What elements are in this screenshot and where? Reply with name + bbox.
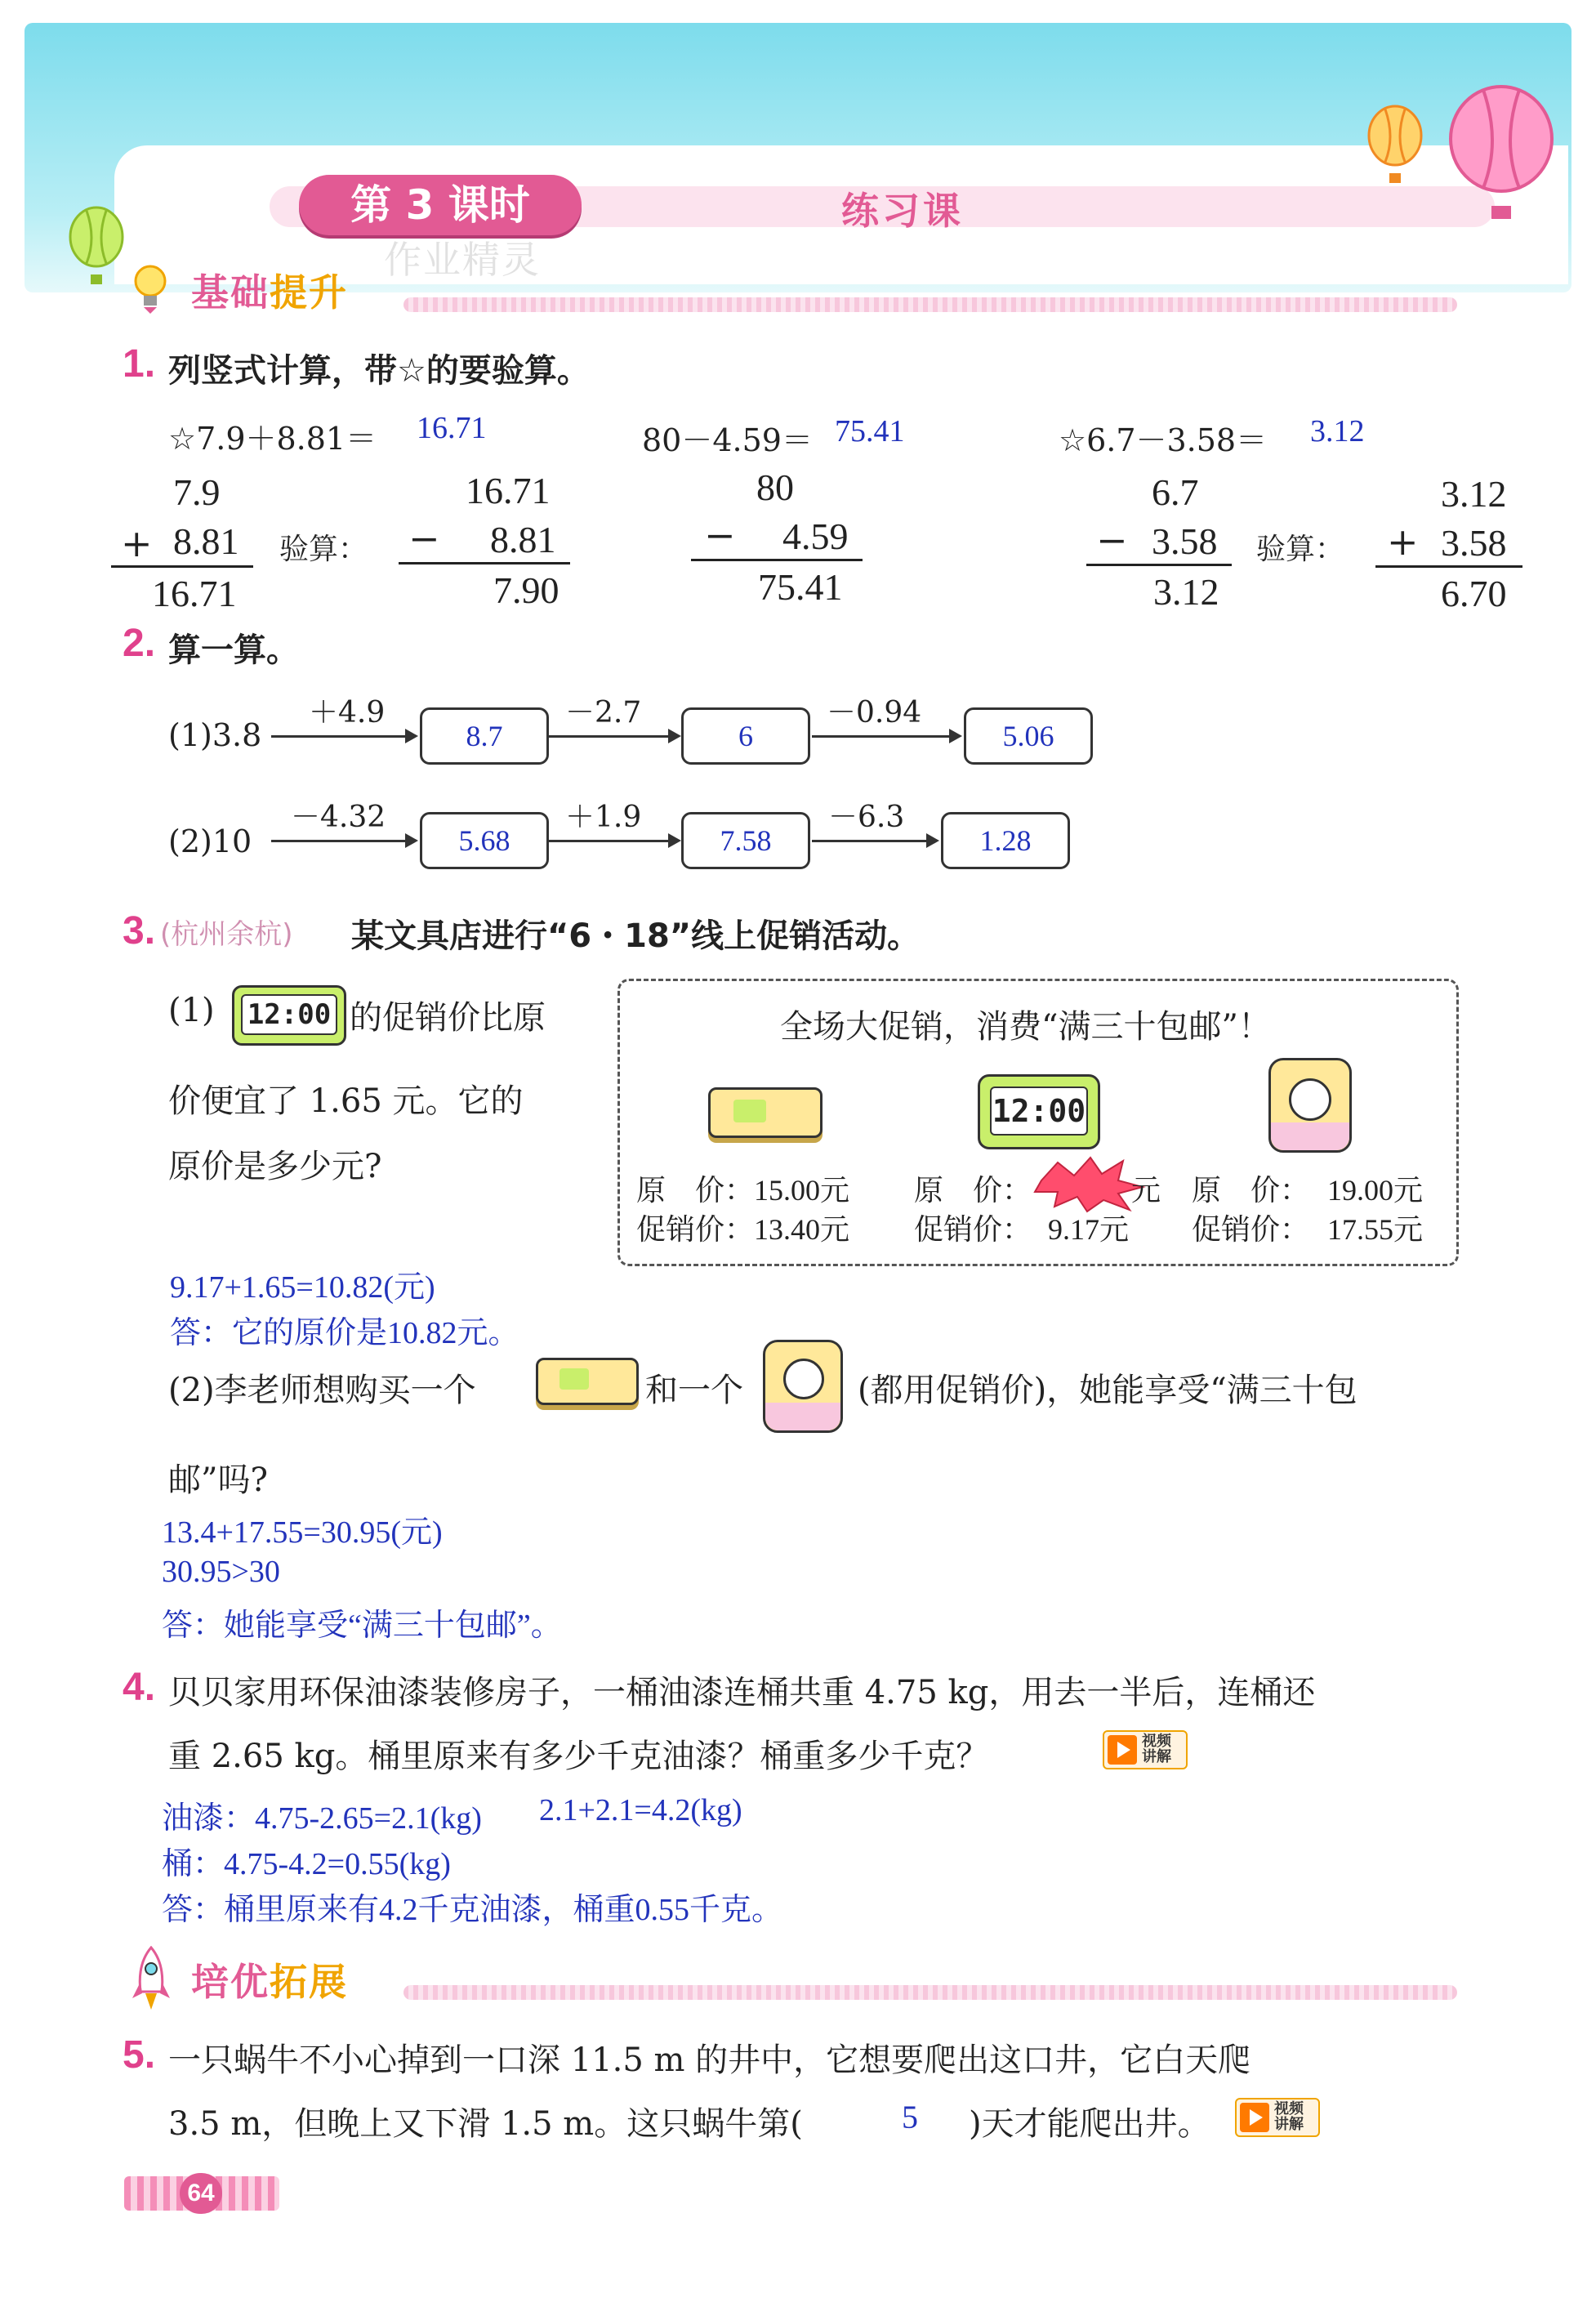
sharpener-icon bbox=[1268, 1058, 1352, 1153]
section-advanced-part1: 培优 bbox=[191, 1960, 270, 2004]
promo2-orig-label: 原 价： bbox=[914, 1174, 1032, 1207]
lesson-badge bbox=[299, 175, 582, 235]
q1-v3-a: 6.7 bbox=[1152, 471, 1199, 513]
q1-c3-a: 3.12 bbox=[1441, 473, 1507, 515]
q5-line1: 一只蜗牛不小心掉到一口深 11.5 m 的井中，它想要爬出这口井，它白天爬 bbox=[168, 2041, 1251, 2079]
q1-c1-op: − bbox=[408, 516, 440, 560]
watermark: 作业精灵 bbox=[384, 238, 541, 282]
q3-part1-text-a: 的促销价比原 bbox=[350, 999, 546, 1037]
video-label: 视频 讲解 bbox=[1142, 1733, 1171, 1765]
q2-row1-arrow2 bbox=[549, 735, 678, 738]
play-icon bbox=[1240, 2103, 1269, 2132]
q2-row2-box2: 7.58 bbox=[681, 812, 810, 869]
q1-c1-result: 7.90 bbox=[493, 569, 559, 611]
promo-headline: 全场大促销，消费“满三十包邮”！ bbox=[780, 1008, 1271, 1046]
promo2-sale: 9.17元 bbox=[1048, 1213, 1130, 1246]
q1-v2-b: 4.59 bbox=[782, 515, 849, 557]
section-basic-title bbox=[191, 263, 348, 317]
q2-row1-box2: 6 bbox=[681, 707, 810, 765]
q2-row1-label: (1)3.8 bbox=[168, 717, 262, 753]
bulb-icon bbox=[127, 261, 173, 319]
video-label: 视频 讲解 bbox=[1274, 2100, 1304, 2133]
q3-ans2-line2: 30.95>30 bbox=[162, 1555, 280, 1589]
q1-v1-a: 7.9 bbox=[173, 471, 221, 513]
promo1-sale: 13.40元 bbox=[754, 1213, 850, 1246]
q2-row2-op2: ＋1.9 bbox=[565, 801, 642, 834]
q5-line2b: )天才能爬出井。 bbox=[969, 2105, 1210, 2143]
q3-part2-a: (2)李老师想购买一个 bbox=[168, 1372, 476, 1409]
q1-v2-a: 80 bbox=[756, 466, 794, 508]
q3-part1-text-c: 原价是多少元? bbox=[168, 1148, 382, 1185]
promo-box bbox=[617, 979, 1459, 1266]
promo1-orig-label: 原 价： bbox=[636, 1174, 755, 1207]
q1-expr-1: ☆7.9＋8.81＝ bbox=[168, 421, 377, 457]
q2-row1-op2: －2.7 bbox=[565, 696, 642, 730]
page-number: 64 bbox=[180, 2173, 222, 2214]
clock-icon bbox=[232, 985, 346, 1046]
q2-row2-box1: 5.68 bbox=[420, 812, 549, 869]
q1-c3-b: 3.58 bbox=[1441, 522, 1507, 564]
q1-v1-result: 16.71 bbox=[152, 573, 237, 614]
q3-ans2-line3: 答：她能享受“满三十包邮”。 bbox=[162, 1609, 562, 1643]
q4-ans-line2: 桶：4.75-4.2=0.55(kg) bbox=[162, 1847, 451, 1881]
q1-answer-2: 75.41 bbox=[835, 414, 905, 448]
q1-v2-op: − bbox=[704, 513, 736, 557]
q2-row1-op1: ＋4.9 bbox=[309, 696, 386, 730]
q2-row1-box3: 5.06 bbox=[964, 707, 1093, 765]
video-explain-button-q5[interactable] bbox=[1235, 2098, 1320, 2137]
q1-c3-op: + bbox=[1387, 520, 1419, 564]
section-advanced-title bbox=[191, 1952, 348, 2006]
q1-c1-a: 16.71 bbox=[466, 470, 551, 511]
q1-v3-op: − bbox=[1096, 518, 1128, 562]
q2-row2-op3: －6.3 bbox=[828, 801, 905, 834]
section-basic-part2: 提升 bbox=[270, 270, 348, 315]
balloon-left-icon bbox=[64, 206, 129, 291]
q1-check-label-3: 验算： bbox=[1256, 533, 1345, 566]
q4-ans-line1a: 油漆：4.75-2.65=2.1(kg) bbox=[162, 1801, 482, 1836]
q2-row1-arrow1 bbox=[271, 735, 415, 738]
q5-number: 5. bbox=[123, 2033, 156, 2077]
q1-v2-result: 75.41 bbox=[758, 566, 843, 608]
promo1-orig: 15.00元 bbox=[754, 1174, 850, 1207]
q1-c1-b: 8.81 bbox=[490, 519, 556, 560]
q3-part1-text-b: 价便宜了 1.65 元。它的 bbox=[168, 1082, 524, 1120]
promo3-sale-label: 促销价： bbox=[1192, 1213, 1310, 1247]
q3-title: 某文具店进行“6・18”线上促销活动。 bbox=[351, 917, 921, 955]
q2-row2-arrow1 bbox=[271, 840, 415, 842]
q2-row2-label: (2)10 bbox=[168, 823, 252, 859]
q3-ans1-line1: 9.17+1.65=10.82(元) bbox=[170, 1270, 435, 1305]
q1-c3-line bbox=[1375, 565, 1522, 568]
promo2-orig: 元 bbox=[1131, 1174, 1161, 1207]
q1-v3-b: 3.58 bbox=[1152, 520, 1218, 562]
q1-v1-line bbox=[111, 565, 253, 568]
q3-ans1-line2: 答：它的原价是10.82元。 bbox=[170, 1316, 519, 1350]
q1-number: 1. bbox=[123, 342, 156, 386]
q5-line2a: 3.5 m，但晚上又下滑 1.5 m。这只蜗牛第( bbox=[168, 2105, 803, 2143]
q3-part1-label: (1) bbox=[168, 992, 215, 1029]
promo3-sale: 17.55元 bbox=[1327, 1213, 1424, 1246]
page-number-badge bbox=[124, 2176, 279, 2211]
q4-ans-line3: 答：桶里原来有4.2千克油漆，桶重0.55千克。 bbox=[162, 1893, 783, 1927]
q2-row1-box1: 8.7 bbox=[420, 707, 549, 765]
q3-source: (杭州余杭) bbox=[160, 918, 293, 951]
q4-line2: 重 2.65 kg。桶里原来有多少千克油漆？桶重多少千克？ bbox=[168, 1738, 989, 1775]
q1-c1-line bbox=[399, 562, 570, 564]
q1-c3-result: 6.70 bbox=[1441, 573, 1507, 614]
q3-part2-d: 邮”吗? bbox=[168, 1461, 268, 1499]
q1-check-label-1: 验算： bbox=[279, 533, 368, 566]
video-explain-button-q4[interactable] bbox=[1103, 1730, 1188, 1769]
q1-title: 列竖式计算，带☆的要验算。 bbox=[168, 352, 590, 390]
q2-row2-box3: 1.28 bbox=[941, 812, 1070, 869]
q4-ans-line1b: 2.1+2.1=4.2(kg) bbox=[539, 1793, 742, 1827]
q2-number: 2. bbox=[123, 622, 156, 665]
q4-line1: 贝贝家用环保油漆装修房子，一桶油漆连桶共重 4.75 kg，用去一半后，连桶还 bbox=[168, 1674, 1316, 1711]
balloon-big-icon bbox=[1444, 85, 1558, 227]
q1-v2-line bbox=[691, 559, 863, 561]
q1-answer-1: 16.71 bbox=[417, 411, 487, 445]
q3-part2-c: (都用促销价)，她能享受“满三十包 bbox=[858, 1372, 1357, 1409]
q2-row2-arrow3 bbox=[812, 840, 936, 842]
ruler-pencilbox-small-icon bbox=[536, 1358, 639, 1405]
clock-big-icon: 12:00 bbox=[978, 1074, 1100, 1149]
section-basic-part1: 基础 bbox=[191, 270, 270, 315]
ruler-pencilbox-icon bbox=[708, 1087, 823, 1138]
section-advanced-band bbox=[403, 1985, 1457, 2000]
q3-number: 3. bbox=[123, 909, 156, 953]
q2-row1-op3: －0.94 bbox=[827, 696, 922, 730]
q1-answer-3: 3.12 bbox=[1310, 414, 1365, 448]
lesson-title: 第 3 课时 bbox=[350, 181, 530, 229]
q1-expr-3: ☆6.7－3.58＝ bbox=[1059, 422, 1268, 458]
rocket-icon bbox=[131, 1946, 172, 2015]
clock-display: 12:00 bbox=[241, 994, 337, 1035]
section-basic-band bbox=[403, 297, 1457, 312]
promo3-orig: 19.00元 bbox=[1327, 1174, 1424, 1207]
section-advanced-part2: 拓展 bbox=[270, 1960, 348, 2004]
q1-v3-line bbox=[1086, 564, 1232, 566]
q1-expr-2: 80－4.59＝ bbox=[642, 422, 813, 458]
q3-ans2-line1: 13.4+17.55=30.95(元) bbox=[162, 1515, 443, 1550]
q4-number: 4. bbox=[123, 1666, 156, 1709]
q1-v3-result: 3.12 bbox=[1153, 571, 1219, 613]
promo2-sale-label: 促销价： bbox=[914, 1213, 1032, 1247]
play-icon bbox=[1108, 1735, 1137, 1765]
q1-v1-op: + bbox=[121, 521, 153, 565]
lesson-type: 练习课 bbox=[841, 189, 964, 233]
q5-answer: 5 bbox=[902, 2099, 918, 2135]
promo3-orig-label: 原 价： bbox=[1192, 1174, 1310, 1207]
q1-v1-b: 8.81 bbox=[173, 520, 239, 562]
q2-row2-arrow2 bbox=[549, 840, 678, 842]
promo1-sale-label: 促销价： bbox=[636, 1213, 755, 1247]
q3-part2-b: 和一个 bbox=[645, 1372, 743, 1409]
q2-row1-arrow3 bbox=[812, 735, 959, 738]
q2-title: 算一算。 bbox=[168, 631, 299, 669]
q2-row2-op1: －4.32 bbox=[291, 801, 386, 834]
balloon-small-icon bbox=[1362, 105, 1428, 190]
sharpener-small-icon bbox=[763, 1340, 843, 1433]
